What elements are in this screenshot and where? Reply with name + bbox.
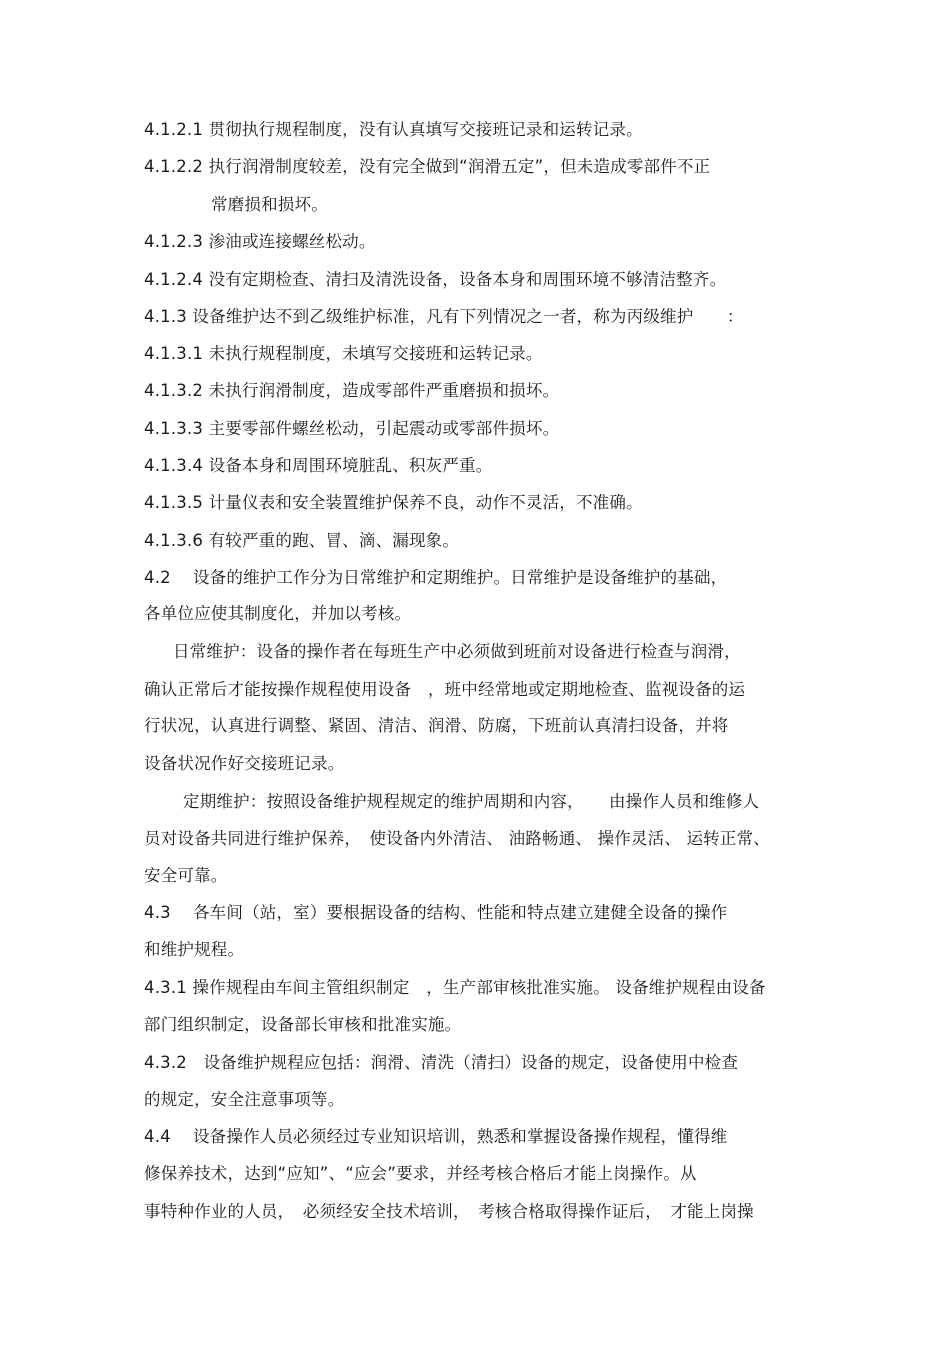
text-line: 4.1.3.5 计量仪表和安全装置维护保养不良，动作不灵活，不准确。: [144, 493, 643, 512]
text-line: 4.1.3.4 设备本身和周围环境脏乱、积灰严重。: [144, 456, 493, 475]
text-line: 和维护规程。: [144, 940, 245, 959]
text-line: 设备状况作好交接班记录。: [144, 754, 345, 773]
text-line: 4.1.2.4 没有定期检查、清扫及清洗设备，设备本身和周围环境不够清洁整齐。: [144, 270, 727, 289]
text-line: 部门组织制定，设备部长审核和批准实施。: [144, 1015, 462, 1034]
text-line: 4.4 设备操作人员必须经过专业知识培训，熟悉和掌握设备操作规程，懂得维: [144, 1127, 728, 1146]
text-line: 的规定，安全注意事项等。: [144, 1090, 345, 1109]
text-line: 4.3.1 操作规程由车间主管组织制定 ，生产部审核批准实施。 设备维护规程由设备: [144, 978, 766, 997]
text-line: 4.1.2.2 执行润滑制度较差，没有完全做到“润滑五定”，但未造成零部件不正: [144, 157, 711, 176]
text-line: 4.3.2 设备维护规程应包括：润滑、清洗（清扫）设备的规定，设备使用中检查: [144, 1053, 739, 1072]
text-line: 日常维护：设备的操作者在每班生产中必须做到班前对设备进行检查与润滑，: [173, 642, 741, 661]
text-line: 4.1.3.6 有较严重的跑、冒、滴、漏现象。: [144, 531, 460, 550]
text-line: 4.1.2.3 渗油或连接螺丝松动。: [144, 232, 376, 251]
text-line: 4.1.2.1 贯彻执行规程制度，没有认真填写交接班记录和运转记录。: [144, 120, 643, 139]
text-line: 安全可靠。: [144, 866, 228, 885]
text-line: 常磨损和损坏。: [211, 195, 328, 214]
text-line: 4.1.3.3 主要零部件螺丝松动，引起震动或零部件损坏。: [144, 419, 560, 438]
text-line: 定期维护：按照设备维护规程规定的维护周期和内容， 由操作人员和维修人: [183, 792, 760, 811]
text-line: 4.3 各车间（站，室）要根据设备的结构、性能和特点建立建健全设备的操作: [144, 903, 728, 922]
text-line: 各单位应使其制度化，并加以考核。: [144, 604, 412, 623]
text-line: 修保养技术，达到“应知”、“应会”要求，并经考核合格后才能上岗操作。从: [144, 1164, 697, 1183]
text-line: 4.1.3 设备维护达不到乙级维护标准，凡有下列情况之一者，称为丙级维护 ：: [144, 307, 744, 326]
text-line: 事特种作业的人员， 必须经安全技术培训， 考核合格取得操作证后， 才能上岗操: [144, 1202, 754, 1221]
text-line: 4.1.3.2 未执行润滑制度，造成零部件严重磨损和损坏。: [144, 381, 560, 400]
text-line: 4.2 设备的维护工作分为日常维护和定期维护。日常维护是设备维护的基础，: [144, 568, 728, 587]
text-line: 4.1.3.1 未执行规程制度，未填写交接班和运转记录。: [144, 344, 543, 363]
text-line: 员对设备共同进行维护保养， 使设备内外清洁、 油路畅通、 操作灵活、 运转正常、: [144, 829, 770, 848]
text-line: 行状况，认真进行调整、紧固、清洁、润滑、防腐，下班前认真清扫设备，并将: [144, 716, 729, 735]
text-line: 确认正常后才能按操作规程使用设备 ，班中经常地或定期地检查、监视设备的运: [144, 680, 746, 699]
